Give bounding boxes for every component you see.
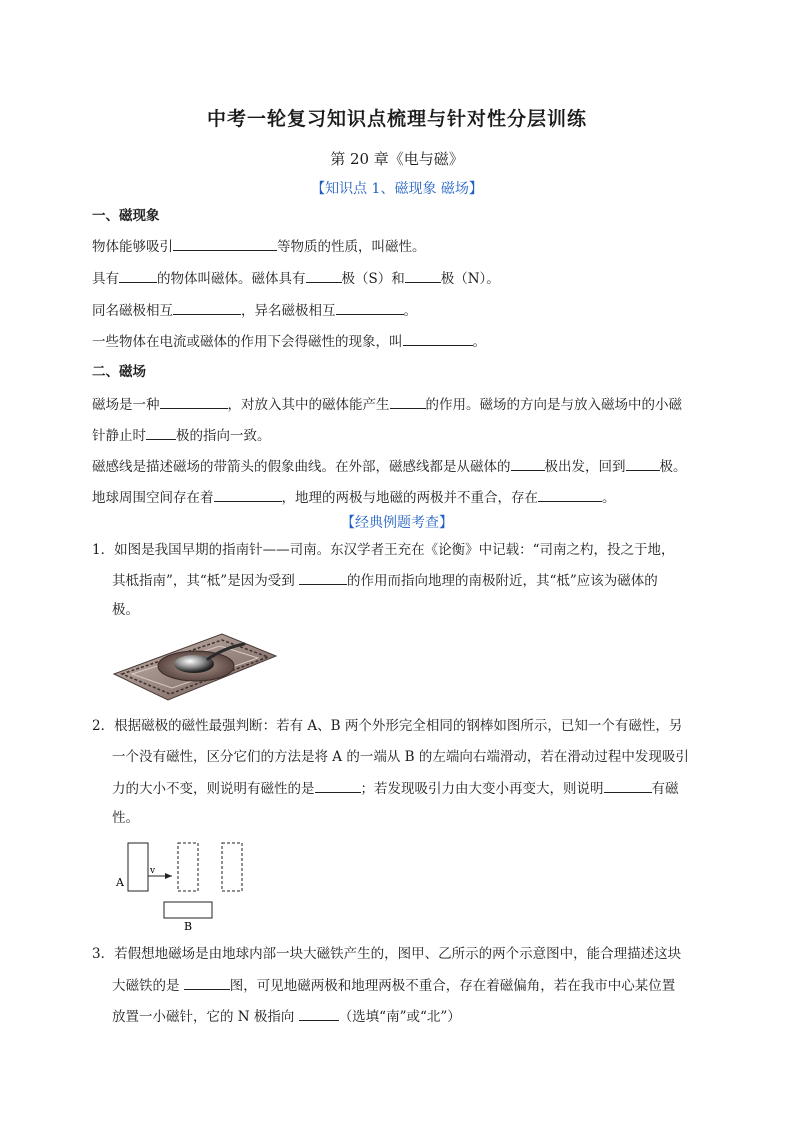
section-1-heading: 一、磁现象 [92, 208, 160, 224]
text: 极。 [659, 459, 687, 475]
text: 。 [602, 490, 616, 506]
text: 磁场是一种 [92, 397, 160, 413]
answer-blank[interactable] [173, 300, 241, 315]
q1-line-3: 极。 [112, 602, 139, 618]
q3-line-3 [112, 1006, 461, 1027]
text: ；若发现吸引力由大变小再变大，则说明 [360, 781, 604, 797]
answer-blank[interactable] [160, 394, 228, 409]
answer-blank[interactable] [214, 487, 282, 502]
steel-bars-diagram [112, 838, 248, 934]
q1-line-2 [112, 570, 658, 591]
answer-blank[interactable] [403, 331, 473, 346]
chapter-heading: 第 20 章《电与磁》 [330, 150, 464, 168]
sec2-line-4 [92, 487, 616, 508]
section-2-heading: 二、磁场 [92, 364, 146, 380]
bar-a-label: A [116, 876, 124, 889]
text: 磁感线是描述磁场的带箭头的假象曲线。在外部，磁感线都是从磁体的 [92, 459, 511, 475]
text: 。 [472, 334, 486, 350]
text: 的物体叫磁体。磁体具有 [157, 271, 306, 287]
text: 地球周围空间存在着 [92, 490, 214, 506]
text: 图，可见地磁两极和地理两极不重合，存在着磁偏角，若在我市中心某位置 [229, 978, 676, 994]
answer-blank[interactable] [119, 268, 157, 283]
q2-line-2: 一个没有磁性，区分它们的方法是将 A 的一端从 B 的左端向右端滑动，若在滑动过程中发现吸引 [112, 749, 689, 765]
answer-blank[interactable] [299, 1006, 339, 1021]
text: ，地理的两极与地磁的两极并不重合，存在 [281, 490, 538, 506]
text: 的作用。磁场的方向是与放入磁场中的小磁 [425, 397, 682, 413]
text: 有磁 [651, 781, 679, 797]
sec1-line-2 [92, 268, 500, 289]
sec1-line-4 [92, 331, 486, 352]
sec1-line-1 [92, 236, 426, 257]
text: 具有 [92, 271, 119, 287]
text: ，异名磁极相互 [241, 303, 336, 319]
bar-b-label: B [184, 920, 193, 933]
text: 力的大小不变，则说明有磁性的是 [112, 781, 315, 797]
sec2-line-1 [92, 394, 682, 415]
answer-blank[interactable] [405, 268, 441, 283]
answer-blank[interactable] [299, 570, 347, 585]
velocity-label: v [150, 866, 156, 876]
document-title: 中考一轮复习知识点梳理与针对性分层训练 [206, 108, 587, 130]
text: 极（N）。 [440, 271, 500, 287]
text: 。 [403, 303, 417, 319]
text: 同名磁极相互 [92, 303, 173, 319]
q2-line-3 [112, 778, 679, 799]
answer-blank[interactable] [511, 456, 545, 471]
q3-line-2 [112, 975, 675, 996]
answer-blank[interactable] [604, 778, 652, 793]
text: 等物质的性质，叫磁性。 [277, 239, 426, 255]
knowledge-point-heading: 【知识点 1、磁现象 磁场】 [311, 181, 483, 197]
text: 放置一小磁针，它的 N 极指向 [112, 1009, 299, 1025]
text: 针静止时 [92, 428, 146, 444]
q3-line-1: 3．若假想地磁场是由地球内部一块大磁铁产生的，图甲、乙所示的两个示意图中，能合理描述这块 [92, 946, 682, 962]
answer-blank[interactable] [538, 487, 602, 502]
sinan-compass-icon [112, 628, 278, 704]
text: 大磁铁的是 [112, 978, 184, 994]
answer-blank[interactable] [626, 456, 660, 471]
sec2-line-3 [92, 456, 687, 477]
q2-line-4: 性。 [112, 810, 139, 826]
answer-blank[interactable] [184, 975, 230, 990]
answer-blank[interactable] [146, 425, 176, 440]
answer-blank[interactable] [390, 394, 426, 409]
answer-blank[interactable] [336, 300, 404, 315]
text: ，对放入其中的磁体能产生 [227, 397, 390, 413]
q2-line-1: 2．根据磁极的磁性最强判断：若有 A、B 两个外形完全相同的钢棒如图所示，已知一个有磁性，另 [92, 718, 683, 734]
text: 物体能够吸引 [92, 239, 173, 255]
text: 一些物体在电流或磁体的作用下会得磁性的现象，叫 [92, 334, 403, 350]
sec1-line-3 [92, 300, 417, 321]
text: 极的指向一致。 [176, 428, 271, 444]
examples-heading: 【经典例题考查】 [341, 515, 453, 531]
text: 极（S）和 [341, 271, 405, 287]
answer-blank[interactable] [315, 778, 361, 793]
answer-blank[interactable] [173, 236, 277, 251]
text: 的作用而指向地理的南极附近，其“柢”应该为磁体的 [347, 573, 658, 589]
text: 极出发，回到 [544, 459, 626, 475]
text: （选填“南”或“北”） [338, 1009, 461, 1025]
answer-blank[interactable] [306, 268, 342, 283]
q1-line-1: 1．如图是我国早期的指南针——司南。东汉学者王充在《论衡》中记载：“司南之杓，投之于地， [92, 542, 675, 558]
text: 其柢指南”，其“柢”是因为受到 [112, 573, 299, 589]
sec2-line-2 [92, 425, 271, 446]
